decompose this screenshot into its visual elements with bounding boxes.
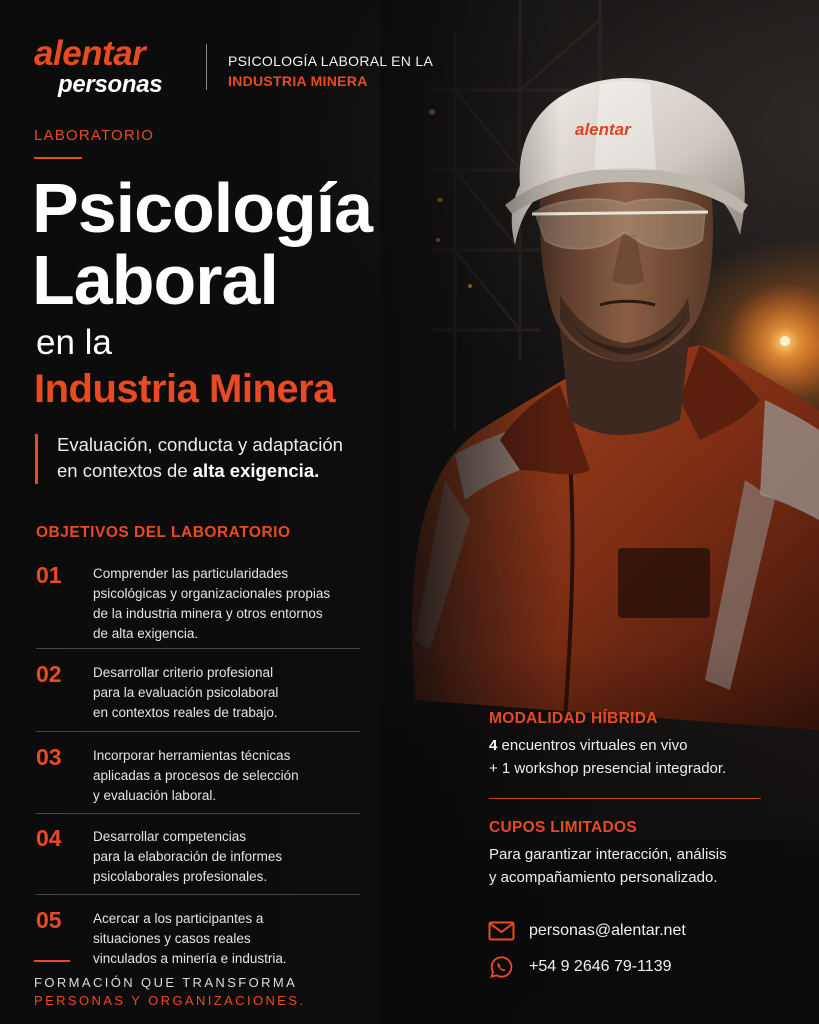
objective-number: 03: [36, 744, 62, 770]
title-line-1: Psicología: [32, 169, 373, 247]
objective-line: y evaluación laboral.: [93, 788, 217, 803]
objective-text: [93, 732, 360, 806]
brand-logo: [34, 36, 184, 98]
objective-item-02: [36, 649, 360, 732]
lead-text: [57, 432, 343, 484]
envelope-icon: [488, 919, 515, 943]
lead-line-2: [57, 458, 343, 484]
modality-line-1: [489, 734, 726, 757]
logo-wordmark-top: alentar: [34, 34, 146, 73]
eyebrow-underline: [34, 157, 82, 159]
objective-line: Comprender las particularidades: [93, 566, 289, 581]
objective-text: [93, 649, 360, 723]
contact-phone-text[interactable]: +54 9 2646 79-1139: [529, 958, 672, 975]
modality-text: [489, 734, 726, 780]
seats-line-2: y acompañamiento personalizado.: [489, 869, 718, 886]
modality-heading: MODALIDAD HÍBRIDA: [489, 710, 658, 727]
contact-email[interactable]: [488, 919, 686, 943]
contact-email-text[interactable]: personas@alentar.net: [529, 922, 686, 939]
objectives-list: [36, 561, 360, 971]
objective-number: 01: [36, 562, 62, 588]
objective-number: 04: [36, 825, 62, 851]
objective-line: vinculados a minería e industria.: [93, 951, 287, 966]
lead-accent-bar: [35, 434, 38, 484]
lead-line-2-bold: alta exigencia.: [192, 460, 320, 481]
objective-line: aplicadas a procesos de selección: [93, 768, 299, 783]
objective-item-05: [36, 895, 360, 971]
modality-line-1-rest: encuentros virtuales en vivo: [497, 737, 688, 754]
header-tagline-line-2: INDUSTRIA MINERA: [228, 73, 368, 89]
lead-line-2-text: en contextos de: [57, 460, 193, 481]
subtitle-highlight: Industria Minera: [34, 367, 335, 411]
objective-line: psicológicas y organizacionales propias: [93, 586, 331, 601]
helmet-logo-text: alentar: [575, 120, 631, 139]
lead-line-1: Evaluación, conducta y adaptación: [57, 434, 343, 455]
objective-line: Incorporar herramientas técnicas: [93, 748, 291, 763]
objectives-heading: OBJETIVOS DEL LABORATORIO: [36, 524, 291, 541]
objective-line: para la elaboración de informes: [93, 849, 283, 864]
objective-line: Desarrollar criterio profesional: [93, 665, 274, 680]
header-tagline: [228, 51, 433, 91]
seats-line-1: Para garantizar interacción, análisis: [489, 846, 727, 863]
objective-number: 05: [36, 907, 62, 933]
header-divider: [206, 44, 207, 90]
objective-line: situaciones y casos reales: [93, 931, 251, 946]
objective-text: [93, 895, 360, 969]
tagline-line-2: PERSONAS Y ORGANIZACIONES.: [34, 993, 306, 1008]
logo-wordmark-bottom: personas: [58, 71, 163, 98]
seats-heading: CUPOS LIMITADOS: [489, 819, 638, 836]
objective-line: de alta exigencia.: [93, 626, 199, 641]
tagline-line-1: FORMACIÓN QUE TRANSFORMA: [34, 975, 298, 990]
objective-line: de la industria minera y otros entornos: [93, 606, 323, 621]
objective-item-01: [36, 561, 360, 649]
eyebrow-label: LABORATORIO: [34, 127, 155, 144]
objective-item-04: [36, 814, 360, 895]
whatsapp-icon: [488, 955, 515, 979]
objective-line: psicolaborales profesionales.: [93, 869, 268, 884]
objective-item-03: [36, 732, 360, 814]
header-tagline-line-1: PSICOLOGÍA LABORAL EN LA: [228, 53, 434, 69]
tagline-accent-line: [34, 960, 70, 962]
objective-line: Acercar a los participantes a: [93, 911, 264, 926]
objective-text: [93, 814, 360, 887]
contact-phone[interactable]: [488, 955, 672, 979]
objective-text: [93, 561, 360, 644]
info-divider: [489, 798, 761, 799]
objective-line: en contextos reales de trabajo.: [93, 705, 278, 720]
objective-number: 02: [36, 661, 62, 687]
objective-line: Desarrollar competencias: [93, 829, 247, 844]
subtitle-connector: en la: [36, 323, 112, 362]
objective-line: para la evaluación psicolaboral: [93, 685, 279, 700]
footer-tagline: [34, 974, 305, 1010]
modality-line-2: + 1 workshop presencial integrador.: [489, 760, 727, 777]
title-line-2: Laboral: [32, 241, 278, 319]
seats-text: [489, 843, 727, 889]
page-title: [32, 169, 373, 319]
modality-count: 4: [489, 737, 498, 754]
